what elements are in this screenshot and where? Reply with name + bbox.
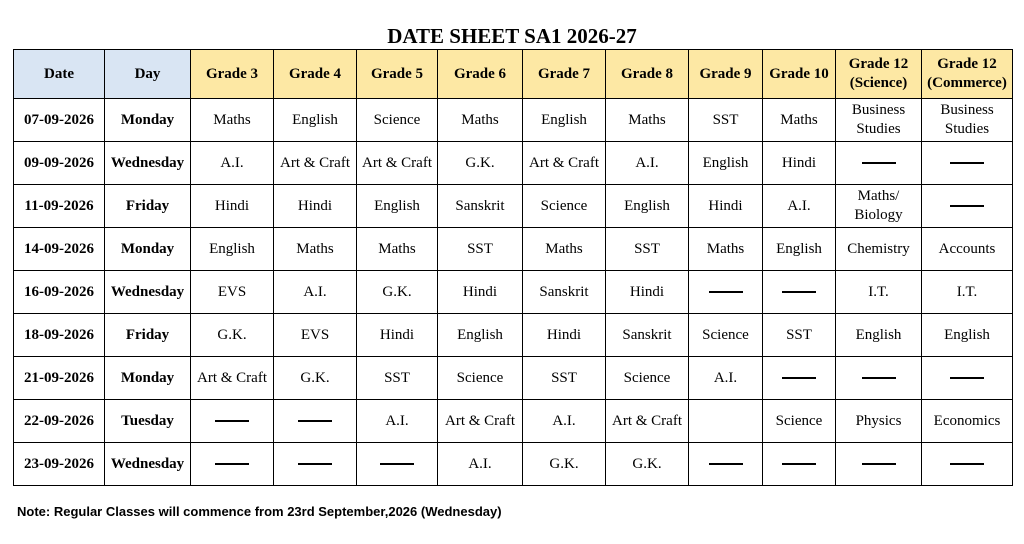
subject-cell: G.K. <box>191 314 274 357</box>
header-grade: Grade 8 <box>606 50 689 99</box>
subject-cell: Business Studies <box>922 99 1013 142</box>
subject-cell: SST <box>438 228 523 271</box>
day-cell: Friday <box>105 314 191 357</box>
subject-cell: A.I. <box>274 271 357 314</box>
subject-cell <box>836 443 922 486</box>
subject-cell <box>763 443 836 486</box>
subject-cell: A.I. <box>191 142 274 185</box>
subject-cell: G.K. <box>357 271 438 314</box>
table-body <box>14 99 1013 486</box>
subject-cell: A.I. <box>357 400 438 443</box>
day-cell: Friday <box>105 185 191 228</box>
subject-cell: Maths <box>763 99 836 142</box>
subject-cell: English <box>523 99 606 142</box>
table-header <box>14 50 1013 99</box>
subject-cell <box>191 443 274 486</box>
subject-cell: SST <box>357 357 438 400</box>
date-cell: 07-09-2026 <box>14 99 105 142</box>
subject-cell: English <box>922 314 1013 357</box>
subject-cell: Maths <box>191 99 274 142</box>
subject-cell: Sanskrit <box>438 185 523 228</box>
subject-cell: Science <box>438 357 523 400</box>
table-row <box>14 314 1013 357</box>
subject-cell: G.K. <box>606 443 689 486</box>
subject-cell: Art & Craft <box>523 142 606 185</box>
dash-mark <box>782 377 816 379</box>
subject-cell: Maths <box>357 228 438 271</box>
dash-mark <box>298 420 332 422</box>
footnote: Note: Regular Classes will commence from 23rd September,2026 (Wednesday) <box>17 504 502 519</box>
subject-cell <box>689 271 763 314</box>
subject-cell: Sanskrit <box>523 271 606 314</box>
subject-cell <box>836 357 922 400</box>
date-cell: 23-09-2026 <box>14 443 105 486</box>
subject-cell: Hindi <box>438 271 523 314</box>
day-cell: Tuesday <box>105 400 191 443</box>
table-row <box>14 99 1013 142</box>
subject-cell: Science <box>763 400 836 443</box>
dash-mark <box>709 463 743 465</box>
table-row <box>14 271 1013 314</box>
subject-cell <box>274 400 357 443</box>
header-row <box>14 50 1013 99</box>
subject-cell: Hindi <box>357 314 438 357</box>
subject-cell <box>763 271 836 314</box>
header-grade: Grade 9 <box>689 50 763 99</box>
subject-cell: Science <box>523 185 606 228</box>
subject-cell: Maths <box>523 228 606 271</box>
subject-cell: English <box>763 228 836 271</box>
subject-cell: Accounts <box>922 228 1013 271</box>
subject-cell: EVS <box>274 314 357 357</box>
subject-cell <box>689 400 763 443</box>
subject-cell: I.T. <box>836 271 922 314</box>
table-row <box>14 228 1013 271</box>
date-cell: 14-09-2026 <box>14 228 105 271</box>
subject-cell: A.I. <box>606 142 689 185</box>
date-cell: 11-09-2026 <box>14 185 105 228</box>
header-grade: Grade 10 <box>763 50 836 99</box>
day-cell: Wednesday <box>105 443 191 486</box>
dash-mark <box>782 463 816 465</box>
dash-mark <box>298 463 332 465</box>
subject-cell <box>357 443 438 486</box>
dash-mark <box>862 162 896 164</box>
subject-cell: Business Studies <box>836 99 922 142</box>
subject-cell <box>274 443 357 486</box>
subject-cell: English <box>606 185 689 228</box>
header-grade: Grade 3 <box>191 50 274 99</box>
table-row <box>14 443 1013 486</box>
dash-mark <box>215 463 249 465</box>
subject-cell: G.K. <box>274 357 357 400</box>
table-row <box>14 185 1013 228</box>
subject-cell: Science <box>357 99 438 142</box>
subject-cell: A.I. <box>763 185 836 228</box>
subject-cell: A.I. <box>438 443 523 486</box>
subject-cell: Hindi <box>606 271 689 314</box>
date-cell: 09-09-2026 <box>14 142 105 185</box>
subject-cell: Chemistry <box>836 228 922 271</box>
day-cell: Wednesday <box>105 142 191 185</box>
dash-mark <box>709 291 743 293</box>
date-cell: 18-09-2026 <box>14 314 105 357</box>
subject-cell: English <box>274 99 357 142</box>
subject-cell: English <box>438 314 523 357</box>
subject-cell <box>922 185 1013 228</box>
table-row <box>14 142 1013 185</box>
subject-cell: English <box>191 228 274 271</box>
dash-mark <box>950 463 984 465</box>
dash-mark <box>862 377 896 379</box>
header-grade: Grade 12 (Science) <box>836 50 922 99</box>
page-title: DATE SHEET SA1 2026-27 <box>387 24 637 48</box>
subject-cell: Economics <box>922 400 1013 443</box>
dash-mark <box>380 463 414 465</box>
subject-cell: EVS <box>191 271 274 314</box>
subject-cell: Maths <box>689 228 763 271</box>
dash-mark <box>215 420 249 422</box>
subject-cell <box>191 400 274 443</box>
subject-cell: Science <box>689 314 763 357</box>
subject-cell: Science <box>606 357 689 400</box>
subject-cell: Hindi <box>689 185 763 228</box>
subject-cell: A.I. <box>523 400 606 443</box>
subject-cell <box>922 443 1013 486</box>
date-cell: 22-09-2026 <box>14 400 105 443</box>
subject-cell: Maths <box>438 99 523 142</box>
day-cell: Wednesday <box>105 271 191 314</box>
subject-cell <box>922 142 1013 185</box>
subject-cell: Hindi <box>191 185 274 228</box>
header-grade: Grade 7 <box>523 50 606 99</box>
subject-cell: I.T. <box>922 271 1013 314</box>
subject-cell: Hindi <box>274 185 357 228</box>
subject-cell: Maths <box>606 99 689 142</box>
dash-mark <box>950 162 984 164</box>
table-row <box>14 357 1013 400</box>
header-grade: Grade 4 <box>274 50 357 99</box>
dash-mark <box>862 463 896 465</box>
subject-cell: SST <box>763 314 836 357</box>
date-cell: 21-09-2026 <box>14 357 105 400</box>
subject-cell: Art & Craft <box>438 400 523 443</box>
header-date: Date <box>14 50 105 99</box>
dash-mark <box>782 291 816 293</box>
subject-cell: SST <box>689 99 763 142</box>
subject-cell <box>689 443 763 486</box>
subject-cell: English <box>836 314 922 357</box>
subject-cell: Maths/ Biology <box>836 185 922 228</box>
subject-cell: Art & Craft <box>274 142 357 185</box>
subject-cell <box>836 142 922 185</box>
subject-cell <box>763 357 836 400</box>
subject-cell: Maths <box>274 228 357 271</box>
subject-cell: Art & Craft <box>191 357 274 400</box>
subject-cell: English <box>357 185 438 228</box>
table-row <box>14 400 1013 443</box>
subject-cell <box>922 357 1013 400</box>
subject-cell: Sanskrit <box>606 314 689 357</box>
subject-cell: G.K. <box>523 443 606 486</box>
header-day: Day <box>105 50 191 99</box>
day-cell: Monday <box>105 99 191 142</box>
date-sheet-table <box>13 49 1013 486</box>
subject-cell: G.K. <box>438 142 523 185</box>
subject-cell: Art & Craft <box>357 142 438 185</box>
subject-cell: Hindi <box>523 314 606 357</box>
subject-cell: Hindi <box>763 142 836 185</box>
subject-cell: Art & Craft <box>606 400 689 443</box>
date-cell: 16-09-2026 <box>14 271 105 314</box>
day-cell: Monday <box>105 228 191 271</box>
dash-mark <box>950 205 984 207</box>
header-grade: Grade 6 <box>438 50 523 99</box>
subject-cell: English <box>689 142 763 185</box>
header-grade: Grade 12 (Commerce) <box>922 50 1013 99</box>
subject-cell: A.I. <box>689 357 763 400</box>
day-cell: Monday <box>105 357 191 400</box>
header-grade: Grade 5 <box>357 50 438 99</box>
subject-cell: SST <box>606 228 689 271</box>
subject-cell: SST <box>523 357 606 400</box>
subject-cell: Physics <box>836 400 922 443</box>
dash-mark <box>950 377 984 379</box>
